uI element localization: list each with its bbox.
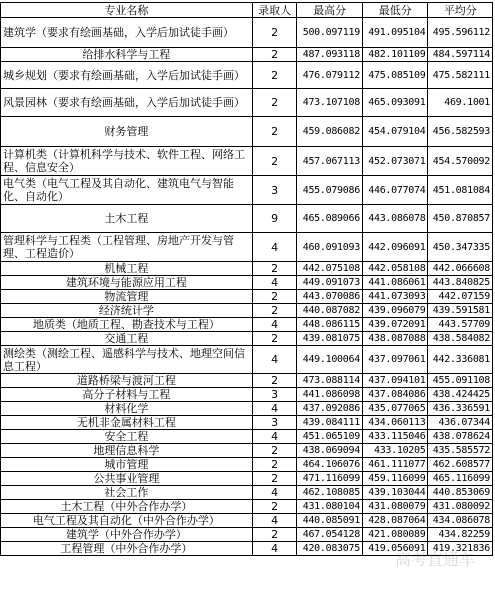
count-cell: 2 — [252, 528, 297, 542]
table-row — [1, 332, 493, 346]
max-score-cell: 460.091093 — [297, 233, 363, 262]
count-cell: 2 — [252, 332, 297, 346]
count-cell: 2 — [252, 458, 297, 472]
count-cell: 3 — [252, 388, 297, 402]
max-score-cell: 471.116099 — [297, 472, 363, 486]
count-cell: 4 — [252, 486, 297, 500]
avg-score-cell: 462.608577 — [428, 458, 493, 472]
min-score-cell: 491.095104 — [362, 18, 428, 48]
avg-score-cell: 438.424425 — [428, 388, 493, 402]
major-name-cell: 电气类（电气工程及其自动化、建筑电气与智能化、自动化） — [1, 176, 253, 205]
major-name-cell: 风景园林（要求有绘画基础，入学后加试徒手画） — [1, 89, 253, 117]
major-name-cell: 地理信息科学 — [1, 444, 253, 458]
count-cell: 4 — [252, 542, 297, 556]
min-score-cell: 437.097061 — [362, 346, 428, 374]
avg-score-cell: 451.081084 — [428, 176, 493, 205]
max-score-cell: 487.093118 — [297, 48, 363, 62]
avg-score-cell: 475.582111 — [428, 62, 493, 89]
max-score-cell: 464.106076 — [297, 458, 363, 472]
table-row — [1, 416, 493, 430]
min-score-cell: 439.096079 — [362, 304, 428, 318]
major-name-cell: 土木工程（中外合作办学） — [1, 500, 253, 514]
count-cell: 4 — [252, 276, 297, 290]
count-cell: 2 — [252, 444, 297, 458]
table-row — [1, 444, 493, 458]
avg-score-cell: 465.116099 — [428, 472, 493, 486]
min-score-cell: 433.115046 — [362, 430, 428, 444]
avg-score-cell: 440.853069 — [428, 486, 493, 500]
major-name-cell: 工程管理（中外合作办学） — [1, 542, 253, 556]
min-score-cell: 439.072091 — [362, 318, 428, 332]
table-row — [1, 147, 493, 176]
max-score-cell: 449.100064 — [297, 346, 363, 374]
avg-score-cell: 436.336591 — [428, 402, 493, 416]
min-score-cell: 442.096091 — [362, 233, 428, 262]
max-score-cell: 467.054128 — [297, 528, 363, 542]
min-score-cell: 475.085109 — [362, 62, 428, 89]
max-score-cell: 473.107108 — [297, 89, 363, 117]
count-cell: 2 — [252, 62, 297, 89]
min-score-cell: 442.058108 — [362, 262, 428, 276]
avg-score-cell: 484.597114 — [428, 48, 493, 62]
count-cell: 2 — [252, 18, 297, 48]
table-row — [1, 89, 493, 117]
avg-score-cell: 431.080092 — [428, 500, 493, 514]
count-cell: 3 — [252, 416, 297, 430]
min-score-cell: 461.111077 — [362, 458, 428, 472]
max-score-cell: 448.086115 — [297, 318, 363, 332]
table-row — [1, 318, 493, 332]
table-row — [1, 62, 493, 89]
min-score-cell: 438.087088 — [362, 332, 428, 346]
table-row — [1, 500, 493, 514]
table-row — [1, 18, 493, 48]
max-score-cell: 443.070086 — [297, 290, 363, 304]
major-name-cell: 物流管理 — [1, 290, 253, 304]
max-score-cell: 465.089066 — [297, 205, 363, 233]
max-score-cell: 441.086098 — [297, 388, 363, 402]
major-name-cell: 交通工程 — [1, 332, 253, 346]
max-score-cell: 440.087082 — [297, 304, 363, 318]
min-score-cell: 454.079104 — [362, 117, 428, 147]
count-cell: 2 — [252, 147, 297, 176]
max-score-cell: 451.065109 — [297, 430, 363, 444]
max-score-cell: 439.084111 — [297, 416, 363, 430]
major-name-cell: 机械工程 — [1, 262, 253, 276]
table-row — [1, 528, 493, 542]
avg-score-cell: 434.086078 — [428, 514, 493, 528]
count-cell: 4 — [252, 346, 297, 374]
table-row — [1, 374, 493, 388]
count-cell: 2 — [252, 262, 297, 276]
avg-score-cell: 436.07344 — [428, 416, 493, 430]
avg-score-cell: 434.82259 — [428, 528, 493, 542]
major-name-cell: 城市管理 — [1, 458, 253, 472]
max-score-cell: 437.092086 — [297, 402, 363, 416]
major-name-cell: 土木工程 — [1, 205, 253, 233]
major-name-cell: 管理科学与工程类（工程管理、房地产开发与管理、工程造价） — [1, 233, 253, 262]
table-row — [1, 233, 493, 262]
table-row — [1, 276, 493, 290]
table-row — [1, 542, 493, 556]
max-score-cell: 440.085091 — [297, 514, 363, 528]
table-body — [1, 18, 493, 556]
min-score-cell: 441.086061 — [362, 276, 428, 290]
avg-score-cell: 443.840825 — [428, 276, 493, 290]
major-name-cell: 社会工作 — [1, 486, 253, 500]
count-cell: 4 — [252, 318, 297, 332]
min-score-cell: 434.060113 — [362, 416, 428, 430]
count-cell: 2 — [252, 48, 297, 62]
count-cell: 2 — [252, 117, 297, 147]
max-score-cell: 439.081075 — [297, 332, 363, 346]
count-cell: 4 — [252, 430, 297, 444]
major-name-cell: 给排水科学与工程 — [1, 48, 253, 62]
table-row — [1, 472, 493, 486]
avg-score-cell: 469.1001 — [428, 89, 493, 117]
table-row — [1, 402, 493, 416]
table-row — [1, 290, 493, 304]
avg-score-cell: 443.57709 — [428, 318, 493, 332]
major-name-cell: 测绘类（测绘工程、遥感科学与技术、地理空间信息工程） — [1, 346, 253, 374]
max-score-cell: 500.097119 — [297, 18, 363, 48]
avg-score-cell: 455.091108 — [428, 374, 493, 388]
avg-score-cell: 419.321836 — [428, 542, 493, 556]
avg-score-cell: 495.596112 — [428, 18, 493, 48]
min-score-cell: 428.087064 — [362, 514, 428, 528]
max-score-cell: 455.079086 — [297, 176, 363, 205]
count-cell: 2 — [252, 89, 297, 117]
major-name-cell: 财务管理 — [1, 117, 253, 147]
table-row — [1, 304, 493, 318]
min-score-cell: 431.080079 — [362, 500, 428, 514]
table-row — [1, 346, 493, 374]
major-name-cell: 建筑学（要求有绘画基础，入学后加试徒手画） — [1, 18, 253, 48]
table-row — [1, 262, 493, 276]
count-cell: 4 — [252, 233, 297, 262]
header-avg: 平均分 — [428, 3, 493, 18]
header-min: 最低分 — [362, 3, 428, 18]
major-name-cell: 安全工程 — [1, 430, 253, 444]
min-score-cell: 435.077065 — [362, 402, 428, 416]
avg-score-cell: 450.347335 — [428, 233, 493, 262]
max-score-cell: 462.108085 — [297, 486, 363, 500]
min-score-cell: 482.101109 — [362, 48, 428, 62]
header-row — [1, 3, 493, 18]
avg-score-cell: 456.582593 — [428, 117, 493, 147]
avg-score-cell: 450.870857 — [428, 205, 493, 233]
table-row — [1, 117, 493, 147]
major-name-cell: 无机非金属材料工程 — [1, 416, 253, 430]
major-name-cell: 材料化学 — [1, 402, 253, 416]
table-row — [1, 205, 493, 233]
max-score-cell: 449.091073 — [297, 276, 363, 290]
major-name-cell: 计算机类（计算机科学与技术、软件工程、网络工程、信息安全） — [1, 147, 253, 176]
header-major: 专业名称 — [1, 3, 253, 18]
major-name-cell: 城乡规划（要求有绘画基础，入学后加试徒手画） — [1, 62, 253, 89]
avg-score-cell: 454.570092 — [428, 147, 493, 176]
min-score-cell: 439.103044 — [362, 486, 428, 500]
count-cell: 3 — [252, 176, 297, 205]
major-name-cell: 电气工程及其自动化（中外合作办学） — [1, 514, 253, 528]
avg-score-cell: 438.584082 — [428, 332, 493, 346]
max-score-cell: 420.083075 — [297, 542, 363, 556]
count-cell: 2 — [252, 500, 297, 514]
count-cell: 9 — [252, 205, 297, 233]
table-row — [1, 486, 493, 500]
major-name-cell: 道路桥梁与渡河工程 — [1, 374, 253, 388]
min-score-cell: 446.077074 — [362, 176, 428, 205]
count-cell: 2 — [252, 374, 297, 388]
major-name-cell: 地质类（地质工程、勘查技术与工程） — [1, 318, 253, 332]
min-score-cell: 441.073093 — [362, 290, 428, 304]
avg-score-cell: 438.078624 — [428, 430, 493, 444]
count-cell: 2 — [252, 304, 297, 318]
max-score-cell: 438.069094 — [297, 444, 363, 458]
max-score-cell: 459.086082 — [297, 117, 363, 147]
table-row — [1, 176, 493, 205]
header-count: 录取人 — [252, 3, 297, 18]
watermark: 高考直通车 — [394, 550, 475, 569]
header-max: 最高分 — [297, 3, 363, 18]
min-score-cell: 443.086078 — [362, 205, 428, 233]
min-score-cell: 465.093091 — [362, 89, 428, 117]
count-cell: 2 — [252, 472, 297, 486]
avg-score-cell: 442.336081 — [428, 346, 493, 374]
major-name-cell: 高分子材料与工程 — [1, 388, 253, 402]
max-score-cell: 431.080104 — [297, 500, 363, 514]
major-name-cell: 公共事业管理 — [1, 472, 253, 486]
table-row — [1, 48, 493, 62]
table-row — [1, 514, 493, 528]
table-row — [1, 430, 493, 444]
major-name-cell: 经济统计学 — [1, 304, 253, 318]
count-cell: 4 — [252, 514, 297, 528]
min-score-cell: 433.10205 — [362, 444, 428, 458]
max-score-cell: 457.067113 — [297, 147, 363, 176]
min-score-cell: 421.080089 — [362, 528, 428, 542]
major-name-cell: 建筑学（中外合作办学） — [1, 528, 253, 542]
max-score-cell: 473.088114 — [297, 374, 363, 388]
count-cell: 2 — [252, 290, 297, 304]
avg-score-cell: 439.591581 — [428, 304, 493, 318]
min-score-cell: 452.073071 — [362, 147, 428, 176]
min-score-cell: 459.116099 — [362, 472, 428, 486]
major-name-cell: 建筑环境与能源应用工程 — [1, 276, 253, 290]
max-score-cell: 476.079112 — [297, 62, 363, 89]
max-score-cell: 442.075108 — [297, 262, 363, 276]
min-score-cell: 419.056091 — [362, 542, 428, 556]
avg-score-cell: 442.066608 — [428, 262, 493, 276]
admission-score-table — [0, 2, 493, 556]
avg-score-cell: 442.07159 — [428, 290, 493, 304]
table-row — [1, 388, 493, 402]
table-row — [1, 458, 493, 472]
min-score-cell: 437.084086 — [362, 388, 428, 402]
avg-score-cell: 435.585572 — [428, 444, 493, 458]
count-cell: 4 — [252, 402, 297, 416]
min-score-cell: 437.094101 — [362, 374, 428, 388]
